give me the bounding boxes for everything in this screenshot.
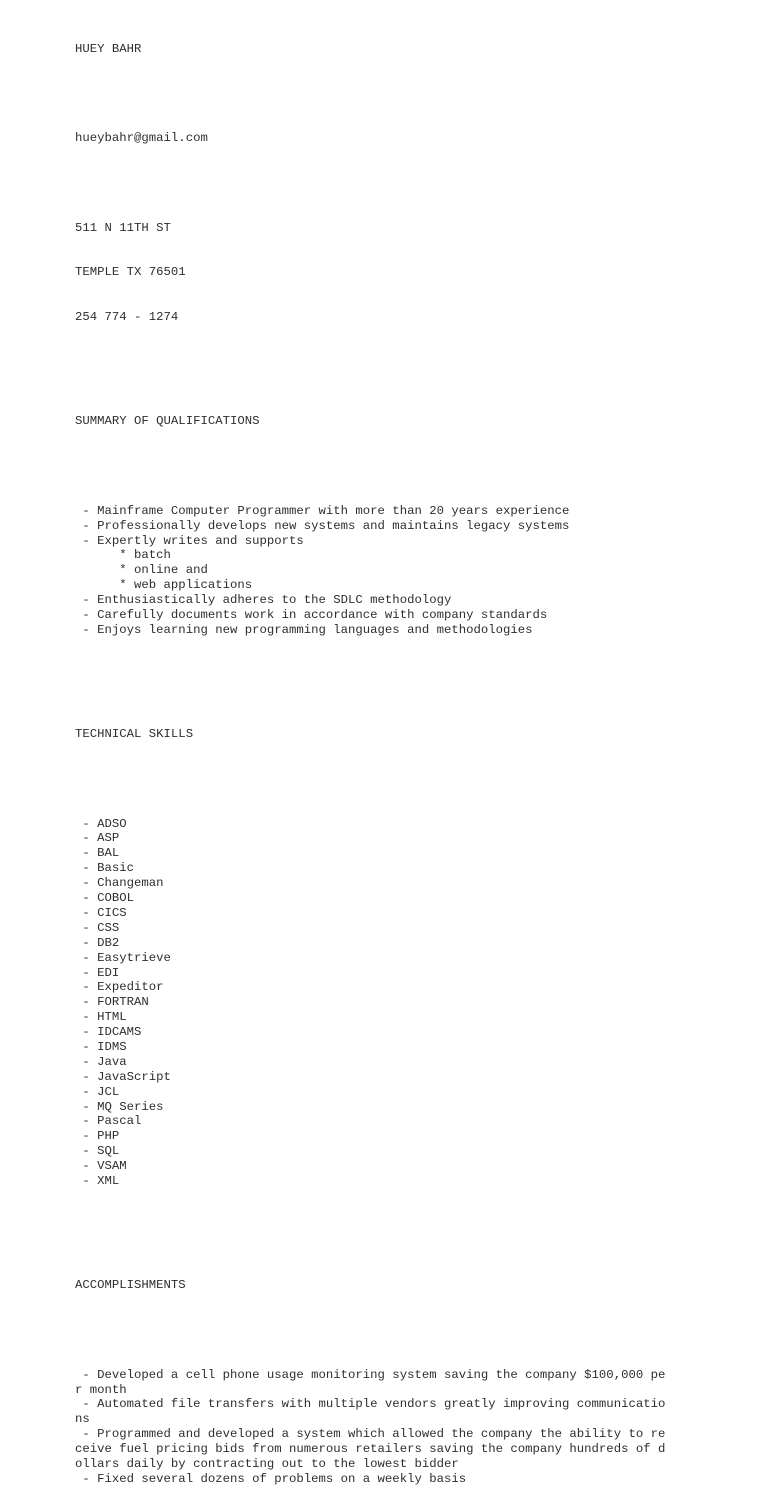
accomplishment-line: - Fixed several dozens of problems on a weekly basis [75, 1471, 467, 1486]
blank-line [75, 1323, 755, 1338]
skills-list [75, 817, 755, 1189]
blank-line [75, 772, 755, 787]
skill-item: - HTML [75, 1010, 127, 1025]
skill-item: - VSAM [75, 1159, 127, 1174]
resume-document [75, 12, 755, 1502]
skill-item: - PHP [75, 1129, 120, 1144]
phone-number: 254 774 - 1274 [75, 310, 179, 325]
skills-heading: TECHNICAL SKILLS [75, 727, 194, 742]
blank-line [75, 355, 755, 370]
skill-item: - MQ Series [75, 1099, 164, 1114]
skill-item: - JCL [75, 1084, 120, 1099]
blank-line [75, 1219, 755, 1234]
resume-name: HUEY BAHR [75, 41, 142, 56]
accomplishment-line: - Automated file transfers with multiple vendors greatly improving communicatio [75, 1397, 666, 1412]
address-line-2: TEMPLE TX 76501 [75, 265, 186, 280]
summary-item: - Expertly writes and supports [75, 533, 304, 548]
skill-item: - DB2 [75, 935, 120, 950]
skill-item: - ASP [75, 831, 120, 846]
summary-item: * batch [75, 548, 171, 563]
skill-item: - BAL [75, 846, 120, 861]
summary-list [75, 504, 755, 638]
accomplishment-line: r month [75, 1382, 127, 1397]
skill-item: - Changeman [75, 876, 164, 891]
accomplishment-line: - Developed a cell phone usage monitoring system saving the company $100,000 pe [75, 1367, 666, 1382]
summary-item: - Enjoys learning new programming languages and methodologies [75, 622, 533, 637]
skill-item: - XML [75, 1173, 120, 1188]
skill-item: - Expeditor [75, 980, 164, 995]
summary-item: - Professionally develops new systems and maintains legacy systems [75, 518, 570, 533]
skill-item: - CSS [75, 920, 120, 935]
address-line-1: 511 N 11TH ST [75, 220, 171, 235]
skill-item: - FORTRAN [75, 995, 149, 1010]
skill-item: - IDCAMS [75, 1025, 142, 1040]
summary-item: - Enthusiastically adheres to the SDLC methodology [75, 593, 452, 608]
accomplishment-line: ceive fuel pricing bids from numerous retailers saving the company hundreds of d [75, 1442, 666, 1457]
blank-line [75, 668, 755, 683]
accomplishment-line: - Programmed and developed a system which allowed the company the ability to re [75, 1427, 666, 1442]
skill-item: - Basic [75, 861, 135, 876]
summary-item: - Carefully documents work in accordance with company standards [75, 607, 548, 622]
accomplishments-list [75, 1368, 755, 1487]
skill-item: - JavaScript [75, 1069, 171, 1084]
skill-item: - CICS [75, 905, 127, 920]
blank-line [75, 459, 755, 474]
blank-line [75, 176, 755, 191]
summary-item: * web applications [75, 578, 253, 593]
summary-item: - Mainframe Computer Programmer with more than 20 years experience [75, 503, 570, 518]
skill-item: - COBOL [75, 891, 135, 906]
skill-item: - Easytrieve [75, 950, 171, 965]
skill-item: - Pascal [75, 1114, 142, 1129]
blank-line [75, 87, 755, 102]
summary-heading: SUMMARY OF QUALIFICATIONS [75, 414, 260, 429]
skill-item: - ADSO [75, 816, 127, 831]
resume-email: hueybahr@gmail.com [75, 131, 208, 146]
skill-item: - EDI [75, 965, 120, 980]
accomplishment-line: ns [75, 1412, 90, 1427]
accomplishments-heading: ACCOMPLISHMENTS [75, 1278, 186, 1293]
summary-item: * online and [75, 563, 208, 578]
skill-item: - SQL [75, 1144, 120, 1159]
accomplishment-line: ollars daily by contracting out to the lowest bidder [75, 1457, 459, 1472]
skill-item: - Java [75, 1054, 127, 1069]
skill-item: - IDMS [75, 1039, 127, 1054]
